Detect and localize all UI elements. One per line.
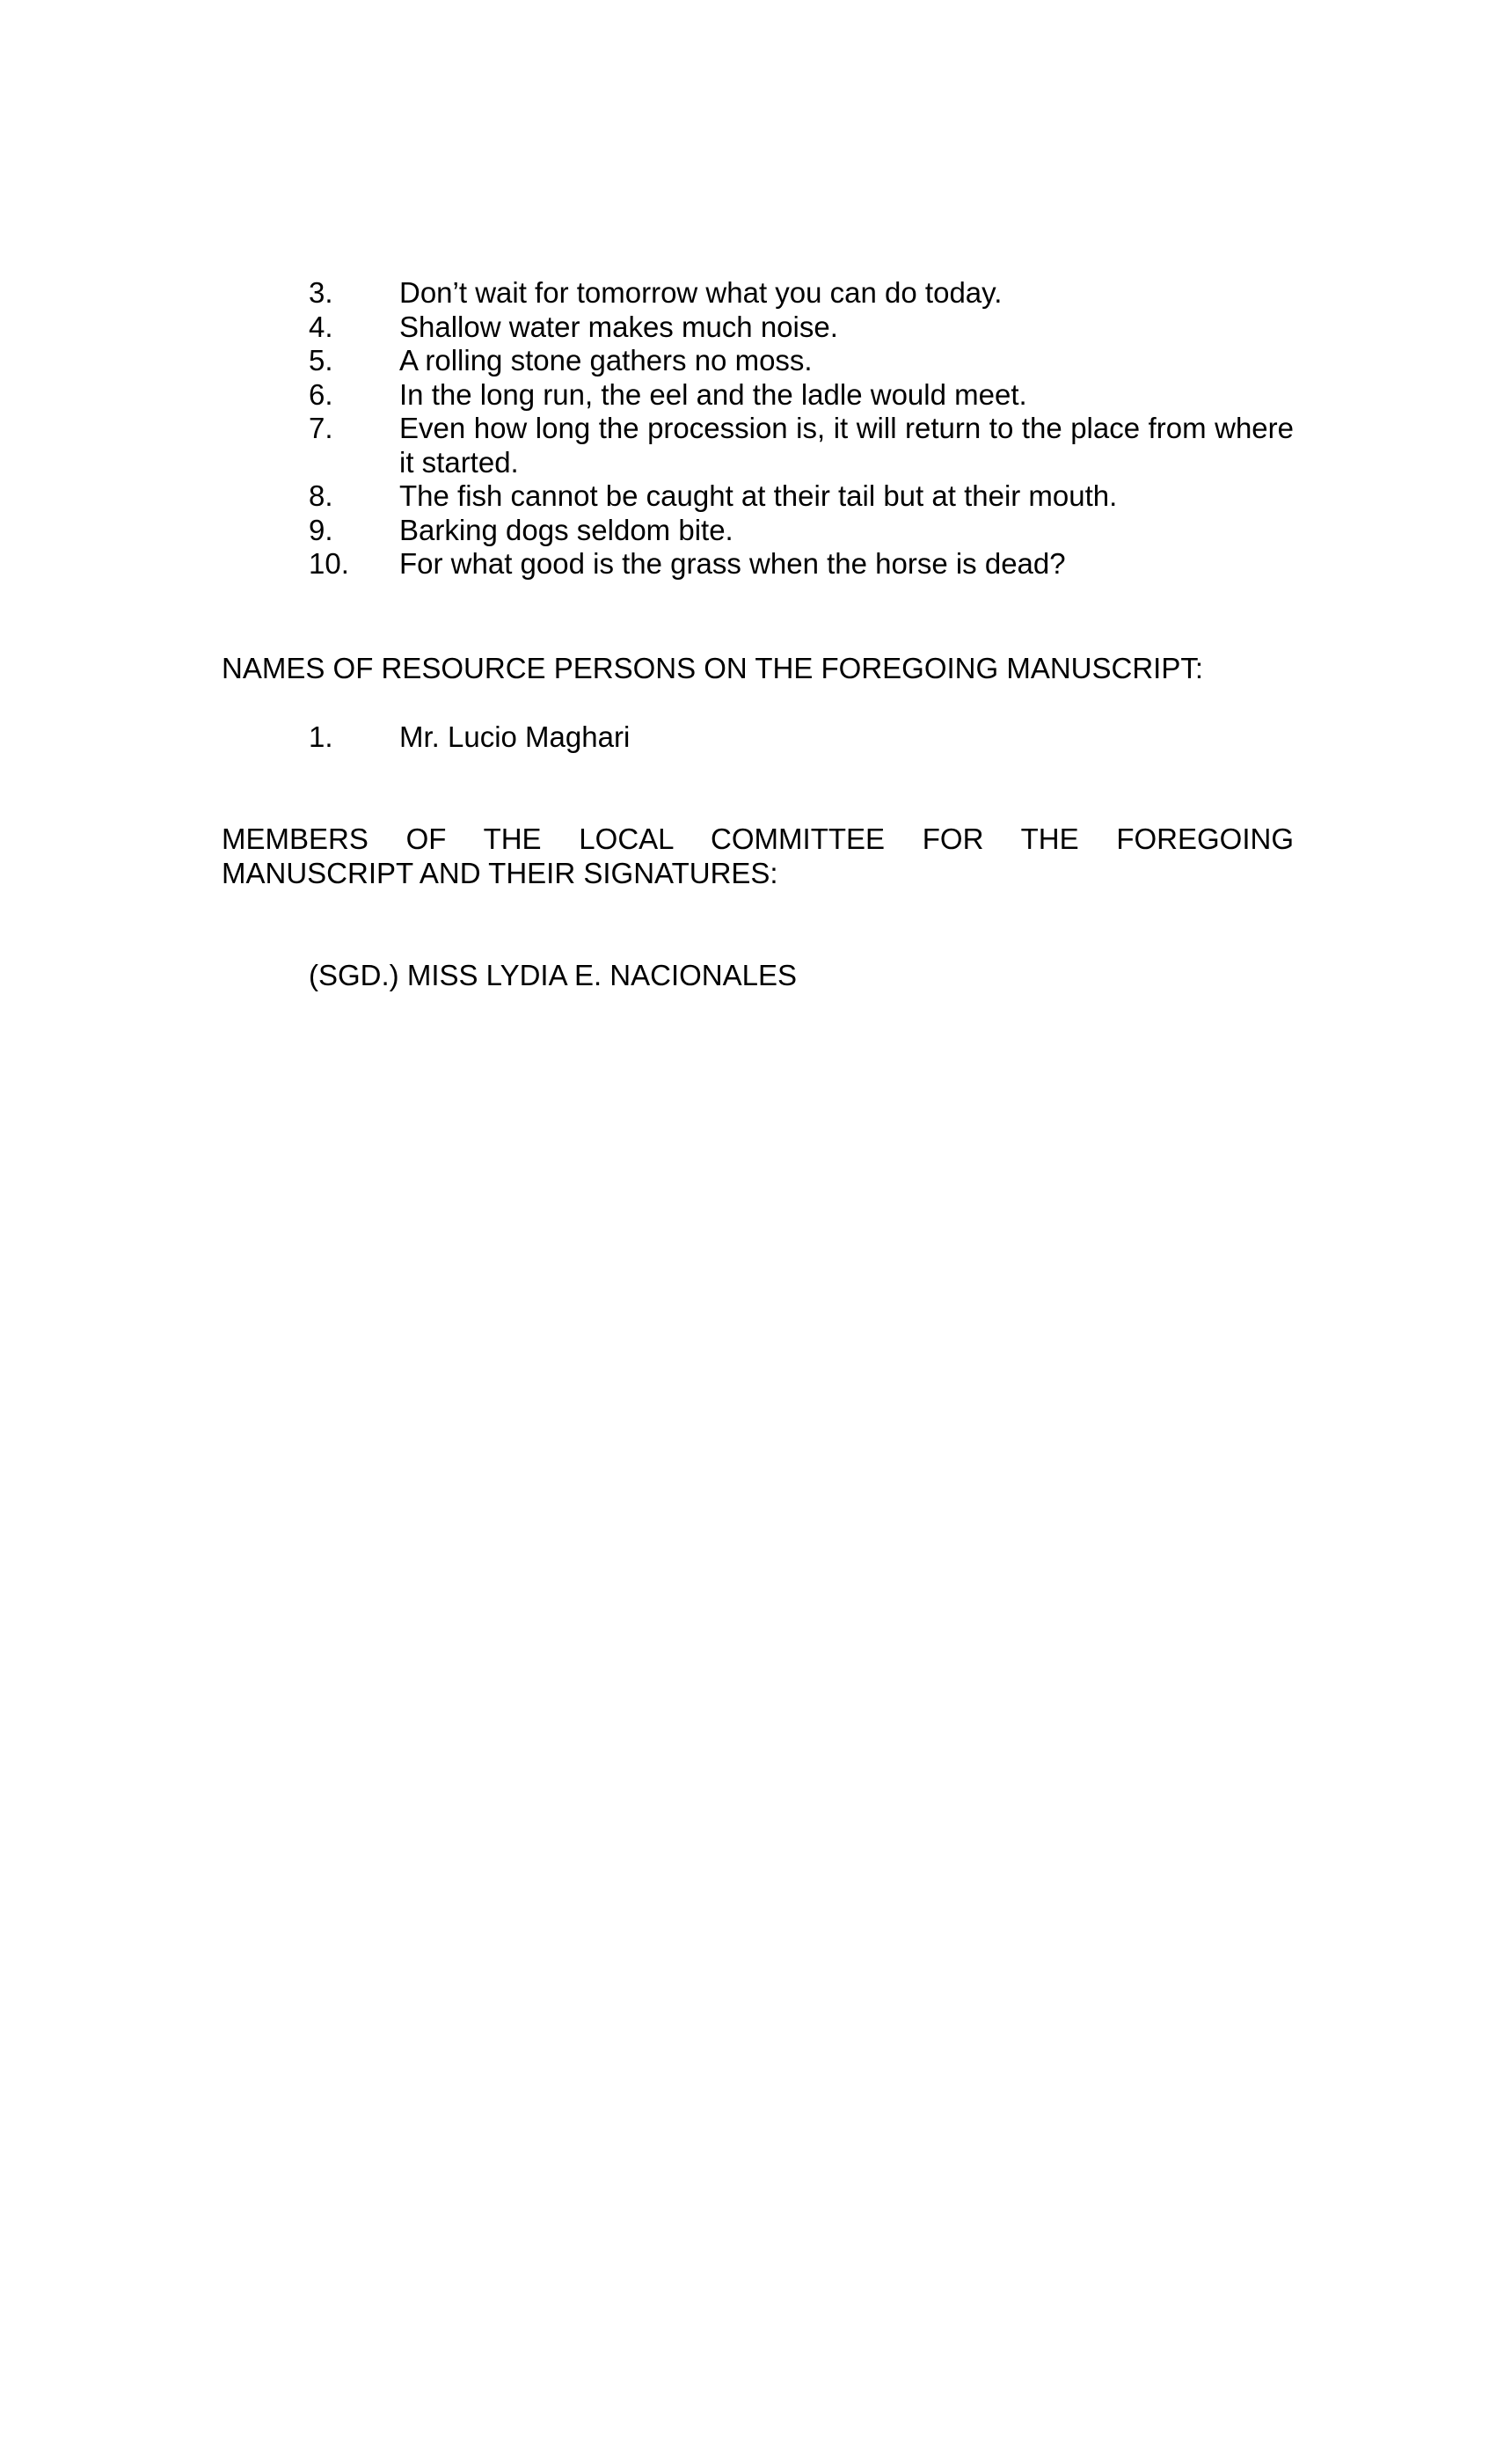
resource-persons-heading: NAMES OF RESOURCE PERSONS ON THE FOREGOING MANUSCRIPT: <box>222 652 1204 684</box>
list-item-number: 3. <box>309 276 333 309</box>
list-item-text: Barking dogs seldom bite. <box>399 513 733 546</box>
list-item-number: 6. <box>309 377 333 411</box>
list-item-text: In the long run, the eel and the ladle would meet. <box>399 377 1027 411</box>
list-item-number: 1. <box>309 720 333 753</box>
list-item-text: A rolling stone gathers no moss. <box>399 344 813 377</box>
list-item-number: 4. <box>309 310 333 343</box>
list-item-text: The fish cannot be caught at their tail but at their mouth. <box>399 479 1118 512</box>
list-item <box>309 378 1294 413</box>
list-item-number: 5. <box>309 344 333 377</box>
list-item-text: Shallow water makes much noise. <box>399 310 838 343</box>
committee-heading-line-2: MANUSCRIPT AND THEIR SIGNATURES: <box>222 856 778 889</box>
list-item <box>309 720 1294 755</box>
resource-person-name: Mr. Lucio Maghari <box>399 720 631 753</box>
list-item-number: 10. <box>309 547 349 580</box>
list-item <box>309 412 1294 479</box>
committee-heading <box>222 823 1294 890</box>
committee-heading-line-1: MEMBERS OF THE LOCAL COMMITTEE FOR THE FOREGOING <box>222 823 1294 855</box>
list-item <box>309 514 1294 548</box>
list-item <box>309 311 1294 345</box>
list-item-text: For what good is the grass when the horse is dead? <box>399 547 1066 580</box>
list-item-number: 9. <box>309 513 333 546</box>
resource-persons-list <box>309 720 1294 755</box>
list-item <box>309 344 1294 378</box>
list-item <box>309 479 1294 514</box>
list-item-number: 7. <box>309 412 333 444</box>
list-item <box>309 547 1294 581</box>
proverb-list <box>309 276 1294 581</box>
list-item-number: 8. <box>309 479 333 512</box>
list-item-text: Even how long the procession is, it will return to the place from where it started. <box>399 412 1294 479</box>
list-item <box>309 276 1294 311</box>
list-item-text: Don’t wait for tomorrow what you can do today. <box>399 276 1003 309</box>
committee-signature: (SGD.) MISS LYDIA E. NACIONALES <box>309 959 798 991</box>
